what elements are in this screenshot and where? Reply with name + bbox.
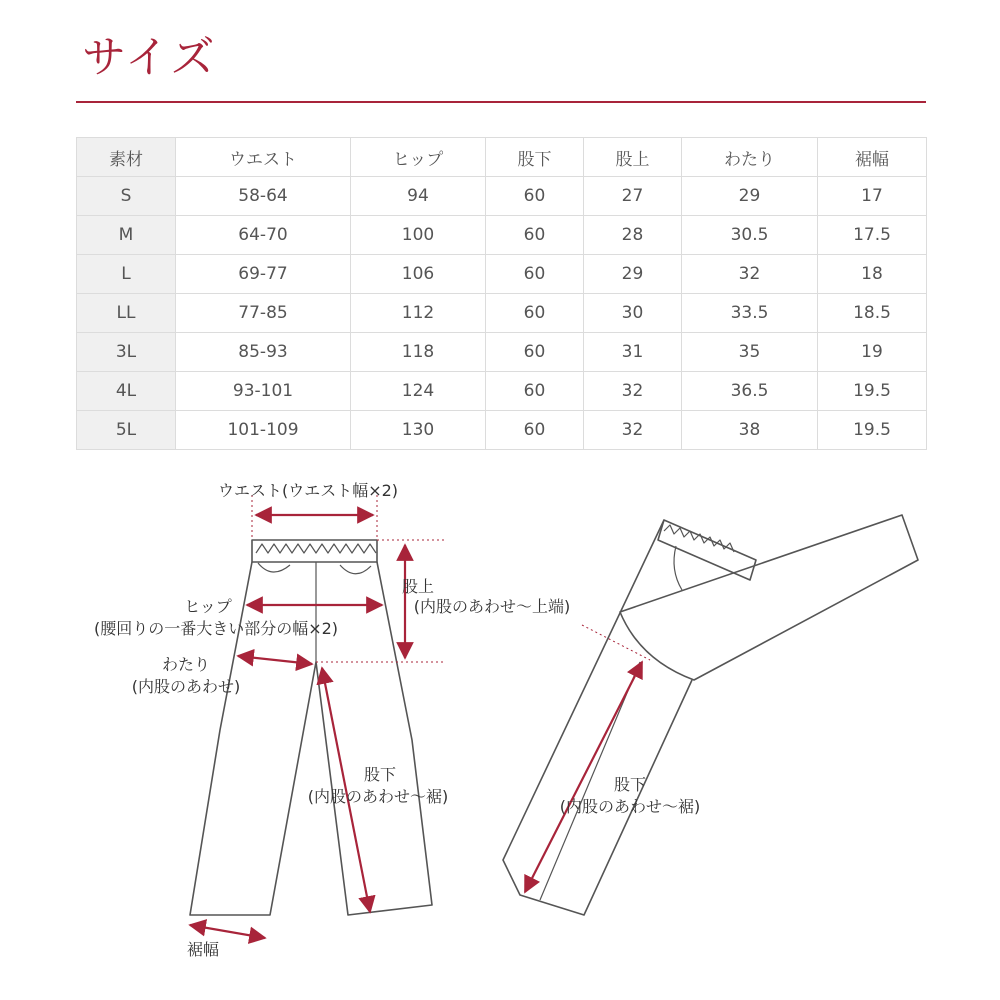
table-cell: 30: [584, 294, 682, 333]
table-cell: 60: [486, 216, 584, 255]
table-cell: 17: [818, 177, 927, 216]
table-cell: 85-93: [176, 333, 351, 372]
table-header-cell: 素材: [77, 138, 176, 177]
table-row: [77, 411, 927, 450]
inseam-label: 股下: [363, 765, 397, 784]
table-cell: 60: [486, 255, 584, 294]
table-cell: 64-70: [176, 216, 351, 255]
table-cell: 29: [682, 177, 818, 216]
table-row: [77, 333, 927, 372]
table-cell: 17.5: [818, 216, 927, 255]
size-label-cell: S: [77, 177, 176, 216]
side-trousers-illustration: [503, 515, 918, 915]
table-cell: 29: [584, 255, 682, 294]
table-cell: 18.5: [818, 294, 927, 333]
table-header-cell: 裾幅: [818, 138, 927, 177]
table-cell: 32: [584, 411, 682, 450]
table-cell: 31: [584, 333, 682, 372]
inseam-note: (内股のあわせ～裾): [307, 787, 449, 806]
measurement-diagram: [0, 460, 1000, 1000]
table-cell: 60: [486, 372, 584, 411]
size-label-cell: 4L: [77, 372, 176, 411]
table-cell: 60: [486, 333, 584, 372]
thigh-note: (内股のあわせ): [131, 677, 241, 696]
table-header-row: [77, 138, 927, 177]
table-cell: 30.5: [682, 216, 818, 255]
side-back-leg: [503, 520, 692, 915]
table-cell: 77-85: [176, 294, 351, 333]
front-pocket-left: [258, 563, 290, 572]
table-cell: 58-64: [176, 177, 351, 216]
table-cell: 18: [818, 255, 927, 294]
hem-arrow: [190, 925, 265, 938]
title-divider: [76, 101, 926, 103]
hip-note: (腰回りの一番大きい部分の幅×2): [93, 619, 339, 638]
table-cell: 33.5: [682, 294, 818, 333]
table-cell: 60: [486, 177, 584, 216]
rise-label: 股上: [401, 577, 435, 596]
table-cell: 27: [584, 177, 682, 216]
table-cell: 100: [351, 216, 486, 255]
table-cell: 19.5: [818, 372, 927, 411]
table-cell: 32: [682, 255, 818, 294]
size-label-cell: LL: [77, 294, 176, 333]
table-row: [77, 177, 927, 216]
side-guide: [582, 625, 650, 660]
table-header-cell: わたり: [682, 138, 818, 177]
side-inseam-label: 股下: [613, 775, 647, 794]
table-cell: 124: [351, 372, 486, 411]
table-cell: 69-77: [176, 255, 351, 294]
size-label-cell: M: [77, 216, 176, 255]
table-cell: 60: [486, 411, 584, 450]
table-cell: 36.5: [682, 372, 818, 411]
table-cell: 19: [818, 333, 927, 372]
table-cell: 93-101: [176, 372, 351, 411]
table-header-cell: 股上: [584, 138, 682, 177]
table-row: [77, 216, 927, 255]
hem-label: 裾幅: [186, 940, 220, 959]
side-pocket: [674, 546, 682, 590]
table-cell: 32: [584, 372, 682, 411]
size-label-cell: L: [77, 255, 176, 294]
table-row: [77, 372, 927, 411]
size-label-cell: 5L: [77, 411, 176, 450]
table-header-cell: ウエスト: [176, 138, 351, 177]
waist-label: ウエスト(ウエスト幅×2): [217, 481, 399, 500]
table-cell: 101-109: [176, 411, 351, 450]
table-row: [77, 255, 927, 294]
thigh-arrow: [238, 656, 312, 664]
table-header-cell: 股下: [486, 138, 584, 177]
side-inseam-note: (内股のあわせ～裾): [559, 797, 701, 816]
table-cell: 130: [351, 411, 486, 450]
table-cell: 112: [351, 294, 486, 333]
table-cell: 38: [682, 411, 818, 450]
front-pocket-right: [340, 565, 371, 574]
size-table: [76, 137, 927, 450]
table-row: [77, 294, 927, 333]
table-cell: 28: [584, 216, 682, 255]
thigh-label: わたり: [161, 655, 211, 674]
table-cell: 60: [486, 294, 584, 333]
page-title: サイズ: [82, 32, 217, 83]
table-cell: 19.5: [818, 411, 927, 450]
size-label-cell: 3L: [77, 333, 176, 372]
table-cell: 118: [351, 333, 486, 372]
diagram-labels: [94, 481, 700, 959]
table-cell: 106: [351, 255, 486, 294]
table-header-cell: ヒップ: [351, 138, 486, 177]
hip-label: ヒップ: [184, 597, 232, 616]
table-cell: 94: [351, 177, 486, 216]
table-cell: 35: [682, 333, 818, 372]
rise-note: (内股のあわせ～上端): [413, 597, 571, 616]
